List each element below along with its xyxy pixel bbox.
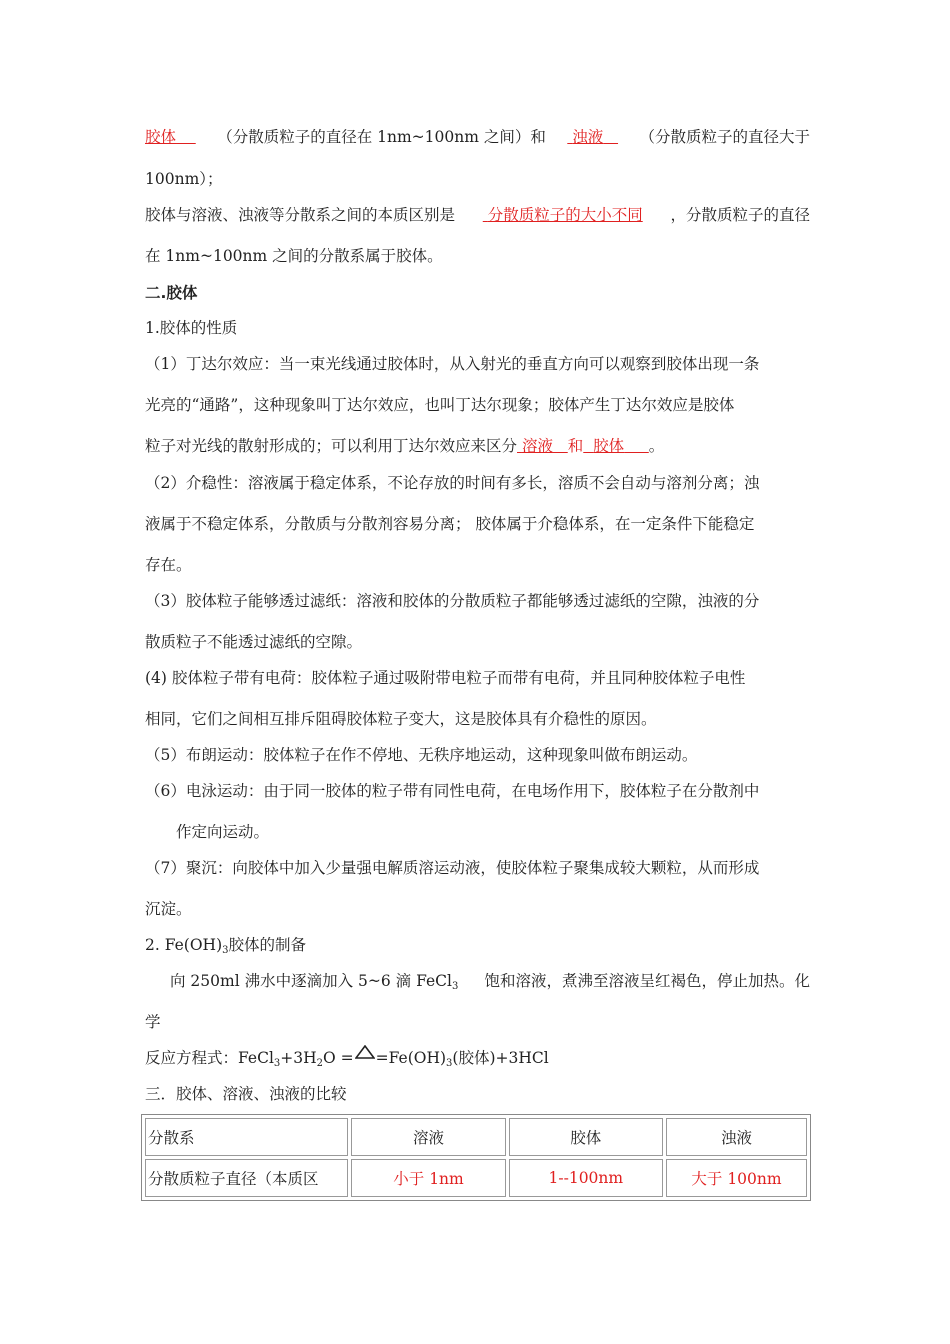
paragraph-line: 沉淀。 [145, 900, 192, 918]
text-span: （分散质粒子的直径在 1nm~100nm 之间）和 [217, 128, 546, 146]
subscript: 3 [273, 1058, 281, 1069]
paragraph-line: 存在。 [145, 556, 192, 574]
text-span: 和 [567, 437, 584, 455]
text-span: （分散质粒子的直径大于 [639, 128, 810, 146]
paragraph-line: （1）丁达尔效应：当一束光线通过胶体时，从入射光的垂直方向可以观察到胶体出现一条 [145, 355, 760, 373]
subscript: 2 [316, 1058, 324, 1069]
paragraph-line: 散质粒子不能透过滤纸的空隙。 [145, 633, 363, 651]
text-span: (胶体)+3HCl [452, 1049, 549, 1067]
paragraph-line: （7）聚沉：向胶体中加入少量强电解质溶运动液，使胶体粒子聚集成较大颗粒，从而形成 [145, 859, 760, 877]
subsection-heading: 1.胶体的性质 [145, 319, 238, 337]
paragraph-line [145, 205, 810, 225]
subsection-heading [145, 935, 810, 955]
paragraph-line: （2）介稳性：溶液属于稳定体系，不论存放的时间有多长，溶质不会自动与溶剂分离；浊 [145, 474, 760, 492]
text-span: 2. Fe(OH) [145, 936, 223, 954]
section-heading: 二.胶体 [145, 284, 198, 302]
text-span: 。 [648, 437, 665, 455]
paragraph-line: 光亮的“通路”，这种现象叫丁达尔效应，也叫丁达尔现象；胶体产生丁达尔效应是胶体 [145, 396, 735, 414]
paragraph-line [170, 971, 810, 991]
answer-blank: 溶液 [521, 437, 553, 455]
subscript: 3 [451, 981, 459, 992]
paragraph-line: (4) 胶体粒子带有电荷：胶体粒子通过吸附带电粒子而带有电荷，并且同种胶体粒子电性 [145, 669, 746, 687]
subscript: 3 [446, 1058, 453, 1069]
paragraph-line: 100nm）； [145, 170, 223, 188]
paragraph-line [145, 127, 810, 147]
paragraph-line: （3）胶体粒子能够透过滤纸：溶液和胶体的分散质粒子都能够透过滤纸的空隙，浊液的分 [145, 592, 760, 610]
text-span: 粒子对光线的散射形成的；可以利用丁达尔效应来区分 [145, 437, 518, 455]
text-span: 向 250ml 沸水中逐滴加入 5~6 滴 FeCl$_3$ [170, 972, 459, 992]
text-span: 胶体的制备 [228, 936, 307, 954]
paragraph-line: （5）布朗运动：胶体粒子在作不停地、无秩序地运动，这种现象叫做布朗运动。 [145, 746, 698, 764]
text-span: =Fe(OH) [375, 1049, 447, 1067]
table-cell: 1--100nm [509, 1159, 663, 1197]
text-span: ，分散质粒子的直径 [670, 206, 810, 224]
heating-triangle-icon [354, 1048, 376, 1068]
table-cell: 小于 1nm [351, 1159, 505, 1197]
paragraph-line: 在 1nm~100nm 之间的分散系属于胶体。 [145, 247, 443, 265]
answer-blank: 浊液 [572, 128, 604, 146]
text-span: O = [323, 1049, 354, 1067]
paragraph-line [145, 436, 810, 456]
paragraph-line: 相同，它们之间相互排斥阻碍胶体粒子变大，这是胶体具有介稳性的原因。 [145, 710, 657, 728]
text-span: +3H [280, 1049, 317, 1067]
table-cell: 大于 100nm [666, 1159, 807, 1197]
answer-blank: 胶体 [145, 128, 177, 146]
table-row [145, 1159, 807, 1197]
paragraph-line: 液属于不稳定体系，分散质与分散剂容易分离； 胶体属于介稳体系，在一定条件下能稳定 [145, 515, 755, 533]
equation-line [145, 1048, 810, 1068]
table-header-cell: 浊液 [666, 1118, 807, 1156]
table-header-row [145, 1118, 807, 1156]
text-span: 胶体与溶液、浊液等分散系之间的本质区别是 [145, 206, 456, 224]
table-header-cell: 胶体 [509, 1118, 663, 1156]
section-heading: 三．胶体、溶液、浊液的比较 [145, 1085, 347, 1103]
paragraph-line: 作定向运动。 [176, 823, 270, 841]
subscript: 3 [222, 945, 229, 956]
table-cell: 分散质粒子直径（本质区 [145, 1159, 348, 1197]
answer-blank: 分散质粒子的大小不同 [487, 206, 643, 224]
paragraph-line: 学 [145, 1013, 161, 1031]
text-span: 饱和溶液，煮沸至溶液呈红褐色，停止加热。化 [484, 972, 810, 990]
answer-blank: 胶体 [593, 437, 625, 455]
comparison-table [141, 1114, 811, 1201]
text-span: 反应方程式：FeCl [145, 1049, 274, 1067]
table-header-cell: 分散系 [145, 1118, 348, 1156]
table-header-cell: 溶液 [351, 1118, 505, 1156]
paragraph-line: （6）电泳运动：由于同一胶体的粒子带有同性电荷，在电场作用下，胶体粒子在分散剂中 [145, 782, 760, 800]
